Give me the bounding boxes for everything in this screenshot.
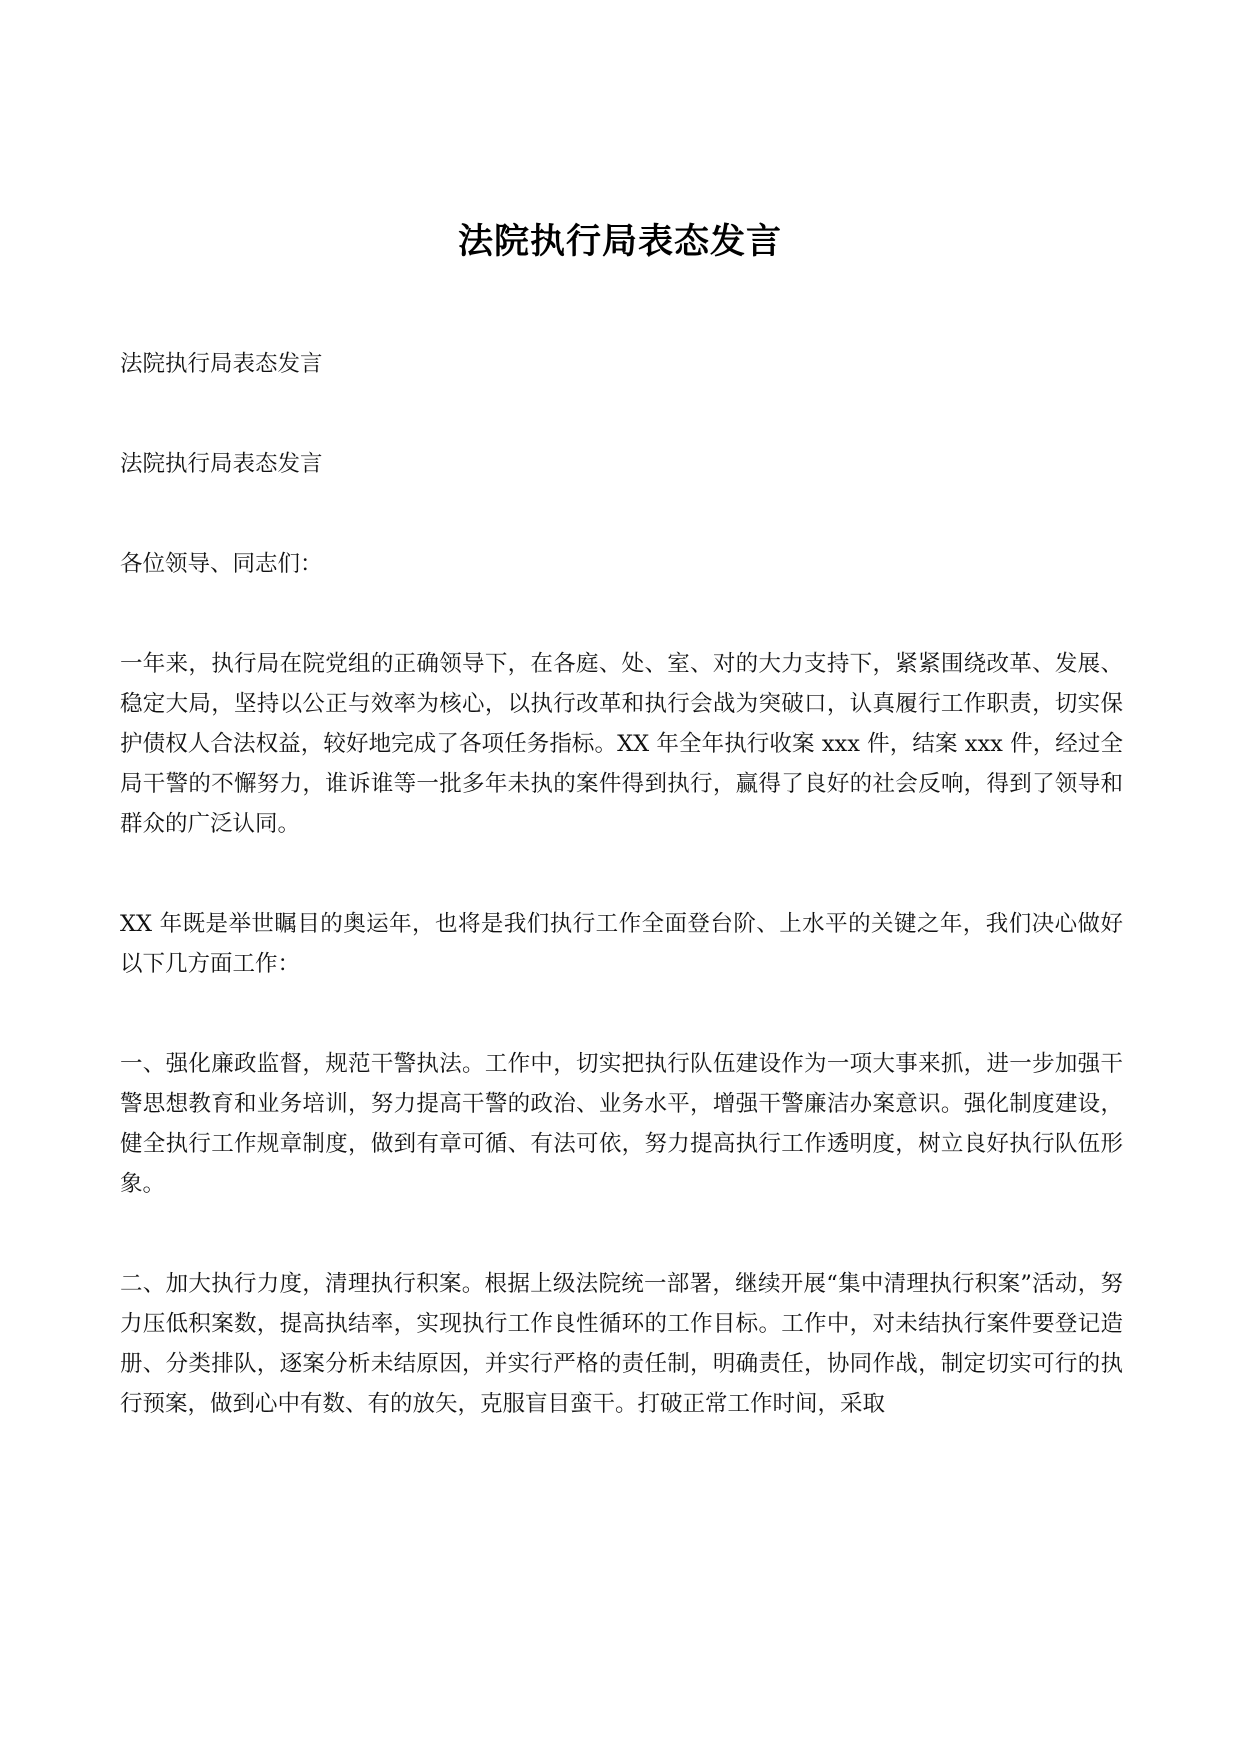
document-body — [120, 344, 1123, 1484]
paragraph-year-goal: XX 年既是举世瞩目的奥运年，也将是我们执行工作全面登台阶、上水平的关键之年，我们决心做好以下几方面工作： — [120, 911, 1123, 977]
document-title: 法院执行局表态发言 — [457, 221, 782, 262]
paragraph-point-two: 二、加大执行力度，清理执行积案。根据上级法院统一部署，继续开展“集中清理执行积案”活动，努力压低积案数，提高执结率，实现执行工作良性循环的工作目标。工作中，对未结执行案件要登记造册、分类排队，逐案分析未结原因，并实行严格的责任制，明确责任，协同作战，制定切实可行的执行预案，做到心中有数、有的放矢，克服盲目蛮干。打破正常工作时间，采取 — [120, 1271, 1123, 1417]
paragraph-annual-summary: 一年来，执行局在院党组的正确领导下，在各庭、处、室、对的大力支持下，紧紧围绕改革、发展、稳定大局，坚持以公正与效率为核心，以执行改革和执行会战为突破口，认真履行工作职责，切实保护债权人合法权益，较好地完成了各项任务指标。XX 年全年执行收案 xxx 件，结案 xxx 件，经过全局干警的不懈努力，谁诉谁等一批多年未执的案件得到执行，赢得了良好的社会反响，得到了领导和群众的广泛认同。 — [120, 651, 1123, 837]
paragraph-salutation: 各位领导、同志们： — [120, 551, 323, 577]
paragraph-point-one: 一、强化廉政监督，规范干警执法。工作中，切实把执行队伍建设作为一项大事来抓，进一步加强干警思想教育和业务培训，努力提高干警的政治、业务水平，增强干警廉洁办案意识。强化制度建设，健全执行工作规章制度，做到有章可循、有法可依，努力提高执行工作透明度，树立良好执行队伍形象。 — [120, 1051, 1123, 1197]
paragraph-heading-repeat-1: 法院执行局表态发言 — [120, 351, 323, 377]
paragraph-heading-repeat-2: 法院执行局表态发言 — [120, 451, 323, 477]
